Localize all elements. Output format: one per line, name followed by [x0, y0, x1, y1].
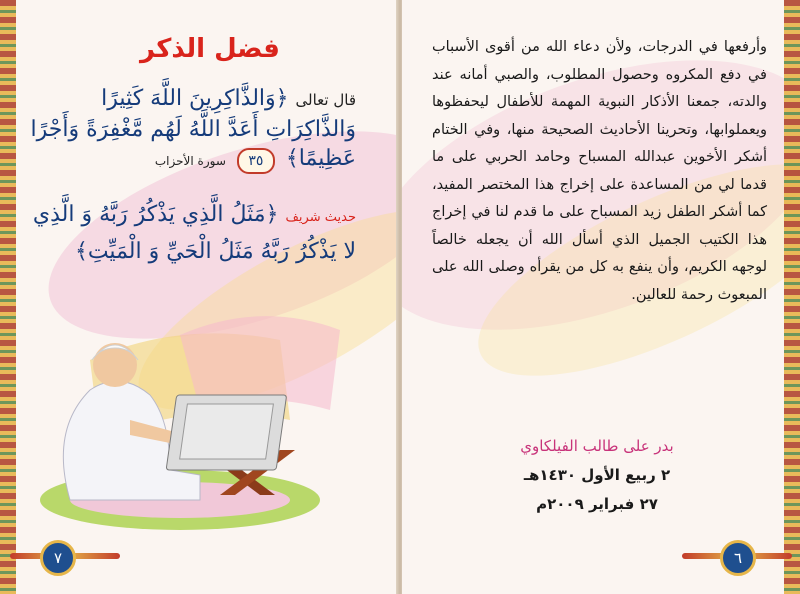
introduction-text: [432, 34, 767, 309]
child-reading-illustration: [30, 300, 350, 540]
right-page: [402, 0, 800, 594]
hadith: [26, 198, 356, 269]
quran-verse: [26, 84, 356, 176]
quran-line-3: عَظِيمًا﴾: [285, 146, 356, 171]
page-number: ٦: [720, 540, 756, 576]
verse-number: ٣٥: [237, 148, 275, 174]
gregorian-date: ٢٧ فبراير ٢٠٠٩م: [536, 495, 658, 513]
hadith-line-1: ﴿مَثَلُ الَّذِي يَذْكُرُ رَبَّهُ وَ الَّذِي: [32, 202, 279, 227]
page-number: ٧: [40, 540, 76, 576]
signature-block: [462, 432, 732, 519]
hadith-label: حديث شريف: [285, 210, 356, 225]
quran-label: قال تعالى: [295, 91, 356, 109]
quran-line-2: وَالذَّاكِرَاتِ أَعَدَّ اللَّهُ لَهُم مَّغْفِرَةً وَأَجْرًا: [30, 117, 356, 142]
quran-line-1: ﴿وَالذَّاكِرِينَ اللَّهَ كَثِيرًا: [101, 86, 289, 111]
hadith-line-2: لا يَذْكُرُ رَبَّهُ مَثَلُ الْحَيِّ وَ الْمَيِّتِ﴾: [74, 239, 356, 264]
page-title: فضل الذكر: [140, 34, 280, 64]
right-ornament-border: [784, 0, 800, 594]
surah-name: سورة الأحزاب: [154, 154, 226, 168]
left-page: [0, 0, 398, 594]
introduction-paragraph: وأرفعها في الدرجات، ولأن دعاء الله من أقوى الأسباب في دفع المكروه وحصول المطلوب، والصبي أمانه عند والدته، جمعنا الأذكار النبوية المهمة للأطفال ليحفظوها ويعملوابها، وتحرينا الأحاديث الصحيحة منها، وفي الختام أشكر الأخوين عبدالله المسباح وحامد الحربي على ما قدما لي من المساعدة على إخراج هذا المختصر المفيد، كما أشكر الطفل زيد المسباح على ما قدم لنا في إخراج هذا الكتيب الجميل الذي أسأل الله أن يجعله خالصاً لوجهه الكريم، وأن ينفع به كل من يقرأه وصلى الله على المبعوث رحمة للعالين.: [432, 39, 767, 303]
hijri-date: ٢ ربيع الأول ١٤٣٠هـ: [523, 466, 671, 484]
left-ornament-border: [0, 0, 16, 594]
author-name: بدر على طالب الفيلكاوي: [520, 437, 674, 455]
